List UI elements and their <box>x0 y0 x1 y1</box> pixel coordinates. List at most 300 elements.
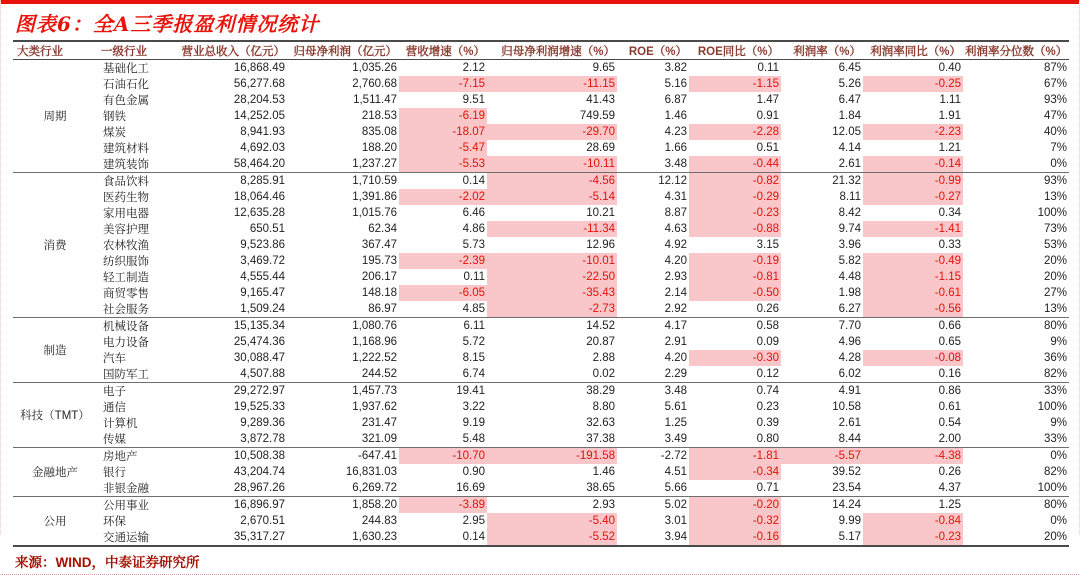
cell-margin-yoy: 1.21 <box>938 142 961 154</box>
cell-net-profit: 16,831.03 <box>345 466 397 478</box>
cell-profit-growth: 38.65 <box>586 482 615 494</box>
cell-roe-yoy: 0.74 <box>689 383 781 400</box>
cell-roe: -2.72 <box>617 448 689 465</box>
cell-revenue-growth: 5.73 <box>462 239 485 251</box>
cell-margin-yoy: -0.25 <box>863 76 963 92</box>
cell-profit-growth: -10.11 <box>487 156 617 173</box>
group-label: 消费 <box>13 173 97 318</box>
cell-margin-yoy: 0.66 <box>863 318 963 335</box>
industry-name: 房地产 <box>97 448 175 465</box>
table-row <box>13 464 1069 480</box>
cell-margin: 23.54 <box>832 482 861 494</box>
cell-profit-growth: -4.56 <box>487 173 617 190</box>
cell-revenue-growth: -6.19 <box>399 108 487 124</box>
table-row <box>13 76 1069 92</box>
cell-margin: 7.70 <box>781 318 863 335</box>
cell-revenue: 58,464.20 <box>233 158 285 170</box>
industry-name: 传媒 <box>103 434 126 446</box>
cell-net-profit: 1,630.23 <box>352 531 397 543</box>
cell-margin-yoy: 1.91 <box>938 110 961 122</box>
cell-net-profit: 1,222.52 <box>352 352 397 364</box>
cell-roe: 4.17 <box>617 318 689 335</box>
source-label: 来源：WIND，中泰证券研究所 <box>15 554 200 570</box>
cell-roe-yoy: 0.58 <box>689 318 781 335</box>
cell-margin: 4.48 <box>838 271 861 283</box>
group-label: 金融地产 <box>13 448 97 497</box>
industry-name: 电力设备 <box>103 337 149 349</box>
cell-margin-yoy: 0.86 <box>863 383 963 400</box>
cell-margin-percentile: 87% <box>1043 62 1067 74</box>
cell-roe-yoy: 0.09 <box>756 336 779 348</box>
cell-revenue: 14,252.05 <box>233 110 285 122</box>
industry-group <box>13 383 1069 448</box>
cell-net-profit: 86.97 <box>368 303 397 315</box>
table-row <box>13 92 1069 108</box>
cell-revenue: 28,204.53 <box>233 94 285 106</box>
cell-revenue-growth: 8.15 <box>462 352 485 364</box>
cell-profit-growth: 9.65 <box>592 62 615 74</box>
industry-name: 基础化工 <box>103 63 149 75</box>
cell-margin-yoy: -0.27 <box>863 189 963 205</box>
group-label: 公用 <box>13 497 97 547</box>
group-label: 制造 <box>13 318 97 383</box>
cell-roe-yoy: -2.28 <box>689 124 781 140</box>
table-row <box>13 513 1069 529</box>
cell-margin-percentile: 80% <box>963 497 1069 514</box>
cell-roe: 5.16 <box>664 78 687 90</box>
cell-net-profit: 188.20 <box>361 142 397 154</box>
table-row <box>13 156 1069 173</box>
cell-margin-yoy: 0.34 <box>938 207 961 219</box>
cell-net-profit: 1,168.96 <box>352 336 397 348</box>
industry-name: 银行 <box>103 467 126 479</box>
cell-revenue-growth: -5.53 <box>399 156 487 173</box>
cell-revenue: 29,272.97 <box>175 383 287 400</box>
cell-roe-yoy: -0.32 <box>689 513 781 529</box>
cell-margin: 39.52 <box>832 466 861 478</box>
cell-revenue: 16,896.97 <box>175 497 287 514</box>
cell-roe: 8.87 <box>664 207 687 219</box>
industry-name: 美容护理 <box>103 224 149 236</box>
cell-revenue: 12,635.28 <box>233 207 285 219</box>
cell-margin-yoy: 1.25 <box>863 497 963 514</box>
cell-margin-percentile: 73% <box>1043 223 1067 235</box>
table-row <box>13 221 1069 237</box>
cell-margin-percentile: 33% <box>963 383 1069 400</box>
cell-profit-growth: 32.63 <box>586 417 615 429</box>
cell-margin-percentile: 100% <box>1037 482 1067 494</box>
cell-net-profit: 1,237.27 <box>352 158 397 170</box>
cell-roe: 4.31 <box>664 191 687 203</box>
cell-revenue-growth: 6.46 <box>462 207 485 219</box>
cell-margin: 2.61 <box>838 158 861 170</box>
cell-revenue: 10,508.38 <box>175 448 287 465</box>
cell-net-profit: 321.09 <box>361 433 397 445</box>
cell-roe-yoy: -0.81 <box>689 269 781 285</box>
cell-net-profit: 6,269.72 <box>352 482 397 494</box>
cell-net-profit: 195.73 <box>361 255 397 267</box>
table-row <box>13 497 1069 514</box>
cell-margin-yoy: 4.37 <box>938 482 961 494</box>
industry-name: 建筑装饰 <box>103 159 149 171</box>
cell-net-profit: 1,858.20 <box>287 497 399 514</box>
cell-margin-percentile: 33% <box>1043 433 1067 445</box>
table-row <box>13 60 1069 77</box>
industry-name: 轻工制造 <box>103 272 149 284</box>
industry-name: 有色金属 <box>103 95 149 107</box>
industry-table <box>13 40 1069 547</box>
group-label: 科技（TMT） <box>13 383 97 448</box>
table-row <box>13 415 1069 431</box>
figure-title: 图表6：全A三季报盈利情况统计 <box>15 11 320 36</box>
cell-profit-growth: 12.96 <box>586 239 615 251</box>
cell-net-profit: 148.18 <box>361 287 397 299</box>
cell-revenue: 9,523.86 <box>240 239 285 251</box>
cell-margin-yoy: 0.65 <box>938 336 961 348</box>
cell-margin: 9.74 <box>838 223 861 235</box>
cell-margin-percentile: 53% <box>1043 239 1067 251</box>
cell-revenue: 30,088.47 <box>233 352 285 364</box>
cell-margin-percentile: 100% <box>1037 401 1067 413</box>
cell-revenue-growth: 3.22 <box>462 401 485 413</box>
table-row <box>13 237 1069 253</box>
cell-roe: 4.63 <box>664 223 687 235</box>
cell-net-profit: 1,391.86 <box>352 191 397 203</box>
industry-name: 环保 <box>103 516 126 528</box>
cell-margin-percentile: 7% <box>1050 142 1067 154</box>
cell-margin-percentile: 47% <box>1043 110 1067 122</box>
cell-roe-yoy: -0.30 <box>689 350 781 366</box>
cell-margin-percentile: 9% <box>1050 417 1067 429</box>
cell-profit-growth: 14.52 <box>487 318 617 335</box>
cell-revenue-growth: -3.89 <box>399 497 487 514</box>
cell-revenue: 4,692.03 <box>240 142 285 154</box>
cell-net-profit: 1,511.47 <box>353 94 397 106</box>
cell-roe: 1.66 <box>664 142 687 154</box>
cell-revenue: 3,872.78 <box>240 433 285 445</box>
cell-revenue: 8,941.93 <box>240 126 285 138</box>
cell-roe-yoy: 0.26 <box>756 303 779 315</box>
cell-margin-percentile: 80% <box>963 318 1069 335</box>
industry-name: 汽车 <box>103 353 126 365</box>
cell-roe: 4.20 <box>664 352 687 364</box>
cell-margin-yoy: -0.14 <box>863 156 963 173</box>
cell-margin-percentile: 36% <box>1043 352 1067 364</box>
cell-revenue: 56,277.68 <box>233 78 285 90</box>
cell-revenue-growth: 16.69 <box>456 482 485 494</box>
col-header-roe: ROE（%） <box>617 41 689 60</box>
cell-profit-growth: -35.43 <box>487 285 617 301</box>
cell-margin-yoy: -0.23 <box>863 529 963 546</box>
cell-net-profit: 244.83 <box>361 515 397 527</box>
cell-margin-percentile: 0% <box>1050 158 1067 170</box>
cell-roe: 2.29 <box>664 368 687 380</box>
cell-revenue: 9,165.47 <box>240 287 285 299</box>
cell-revenue-growth: 2.95 <box>462 515 485 527</box>
cell-revenue-growth: 6.74 <box>462 368 485 380</box>
industry-name: 建筑材料 <box>103 143 149 155</box>
cell-roe-yoy: -0.16 <box>689 529 781 546</box>
cell-margin: 21.32 <box>781 173 863 190</box>
cell-roe-yoy: -0.23 <box>689 205 781 221</box>
cell-margin: 4.28 <box>838 352 861 364</box>
cell-revenue-growth: 0.90 <box>462 466 485 478</box>
cell-roe: 3.48 <box>617 383 689 400</box>
cell-margin-percentile: 93% <box>963 173 1069 190</box>
cell-margin-yoy: 0.16 <box>938 368 961 380</box>
cell-margin: 3.96 <box>838 239 861 251</box>
industry-group <box>13 60 1069 173</box>
cell-margin: 4.14 <box>838 142 861 154</box>
cell-net-profit: -647.41 <box>287 448 399 465</box>
table-row <box>13 383 1069 400</box>
col-header-revenue-growth: 营收增速（%） <box>399 41 487 60</box>
cell-roe: 1.25 <box>664 417 687 429</box>
cell-margin: 5.82 <box>838 255 861 267</box>
cell-revenue-growth: -7.15 <box>399 76 487 92</box>
industry-name: 钢铁 <box>103 111 126 123</box>
cell-margin-yoy: 0.61 <box>938 401 961 413</box>
cell-roe: 4.92 <box>664 239 687 251</box>
cell-profit-growth: -10.01 <box>487 253 617 269</box>
cell-revenue: 19,525.33 <box>233 401 285 413</box>
cell-margin-yoy: 0.26 <box>938 466 961 478</box>
industry-name: 医药生物 <box>103 192 149 204</box>
cell-roe-yoy: -0.50 <box>689 285 781 301</box>
cell-roe-yoy: 0.80 <box>756 433 779 445</box>
cell-margin-yoy: -0.99 <box>863 173 963 190</box>
cell-margin-percentile: 13% <box>1043 303 1067 315</box>
col-header-category: 大类行业 <box>13 41 97 60</box>
cell-roe-yoy: 3.15 <box>756 239 779 251</box>
cell-profit-growth: -29.70 <box>487 124 617 140</box>
table-row <box>13 399 1069 415</box>
cell-revenue: 8,285.91 <box>175 173 287 190</box>
cell-revenue-growth: 4.86 <box>462 223 485 235</box>
table-row <box>13 480 1069 497</box>
cell-margin-percentile: 67% <box>1043 78 1067 90</box>
cell-revenue-growth: -5.47 <box>399 140 487 156</box>
cell-profit-growth: 38.29 <box>487 383 617 400</box>
cell-margin-percentile: 27% <box>1043 287 1067 299</box>
cell-margin-yoy: -0.84 <box>863 513 963 529</box>
cell-roe-yoy: -0.88 <box>689 221 781 237</box>
table-row <box>13 124 1069 140</box>
cell-margin: 2.61 <box>838 417 861 429</box>
cell-revenue-growth: 0.11 <box>463 271 485 283</box>
table-row <box>13 108 1069 124</box>
cell-net-profit: 231.47 <box>361 417 397 429</box>
cell-roe-yoy: 0.11 <box>757 62 779 74</box>
cell-margin: 9.99 <box>838 515 861 527</box>
cell-margin-percentile: 82% <box>1043 368 1067 380</box>
industry-name: 通信 <box>103 402 126 414</box>
cell-revenue-growth: 4.85 <box>462 303 485 315</box>
cell-roe: 5.61 <box>664 401 687 413</box>
cell-revenue: 25,474.36 <box>233 336 285 348</box>
col-header-margin-yoy: 利润率同比（%） <box>863 41 963 60</box>
cell-profit-growth: -2.73 <box>487 301 617 318</box>
cell-revenue: 35,317.27 <box>233 531 285 543</box>
cell-roe: 3.48 <box>664 158 687 170</box>
col-header-revenue: 营业总收入（亿元） <box>175 41 287 60</box>
cell-net-profit: 1,710.59 <box>287 173 399 190</box>
industry-name: 煤炭 <box>103 127 126 139</box>
cell-roe: 1.46 <box>664 110 687 122</box>
cell-revenue: 43,204.74 <box>233 466 285 478</box>
cell-roe: 2.14 <box>664 287 687 299</box>
cell-roe-yoy: -1.15 <box>689 76 781 92</box>
cell-revenue-growth: 0.14 <box>462 531 485 543</box>
cell-margin-yoy: 2.00 <box>938 433 961 445</box>
industry-name: 公用事业 <box>97 497 175 514</box>
industry-group <box>13 318 1069 383</box>
cell-profit-growth: -11.15 <box>487 76 617 92</box>
cell-margin-yoy: -4.38 <box>863 448 963 465</box>
cell-roe-yoy: 0.39 <box>756 417 779 429</box>
cell-profit-growth: 1.46 <box>592 466 615 478</box>
industry-name: 非银金融 <box>103 483 149 495</box>
industry-name: 纺织服饰 <box>103 256 149 268</box>
cell-net-profit: 62.34 <box>368 223 397 235</box>
cell-revenue: 28,967.26 <box>233 482 285 494</box>
table-row <box>13 301 1069 318</box>
cell-revenue-growth: 6.11 <box>399 318 487 335</box>
cell-margin: 8.44 <box>838 433 861 445</box>
group-label: 周期 <box>43 111 67 123</box>
cell-net-profit: 1,457.73 <box>287 383 399 400</box>
figure-header <box>1 4 1079 40</box>
cell-net-profit: 1,080.76 <box>287 318 399 335</box>
cell-roe-yoy: -1.81 <box>689 448 781 465</box>
cell-roe-yoy: -0.34 <box>689 464 781 480</box>
cell-roe-yoy: 0.23 <box>756 401 779 413</box>
table-row <box>13 173 1069 190</box>
cell-revenue: 2,670.51 <box>240 515 285 527</box>
cell-profit-growth: 2.93 <box>487 497 617 514</box>
cell-margin-percentile: 20% <box>1043 531 1067 543</box>
cell-margin-yoy: -0.49 <box>863 253 963 269</box>
cell-roe: 2.93 <box>664 271 687 283</box>
figure-footer <box>1 547 1079 575</box>
industry-name: 交通运输 <box>103 532 149 544</box>
col-header-industry: 一级行业 <box>97 41 175 60</box>
cell-revenue: 650.51 <box>249 223 285 235</box>
cell-margin: 1.98 <box>838 287 861 299</box>
industry-name: 石油石化 <box>103 79 149 91</box>
cell-roe: 3.94 <box>664 531 687 543</box>
industry-name: 电子 <box>97 383 175 400</box>
cell-roe-yoy: -0.44 <box>689 156 781 173</box>
industry-name: 国防军工 <box>103 369 149 381</box>
cell-revenue: 3,469.72 <box>240 255 285 267</box>
cell-margin-yoy: 0.33 <box>938 239 961 251</box>
industry-name: 社会服务 <box>103 304 149 316</box>
cell-margin: 6.02 <box>838 368 861 380</box>
cell-revenue: 4,507.88 <box>240 368 285 380</box>
cell-profit-growth: -5.14 <box>487 189 617 205</box>
cell-margin-percentile: 20% <box>1043 255 1067 267</box>
cell-roe-yoy: 1.47 <box>756 94 779 106</box>
cell-margin: 1.84 <box>838 110 861 122</box>
cell-revenue: 4,555.44 <box>240 271 285 283</box>
cell-margin-percentile: 82% <box>1043 466 1067 478</box>
cell-margin: -5.57 <box>781 448 863 465</box>
cell-revenue: 18,064.46 <box>233 191 285 203</box>
cell-revenue-growth: 2.12 <box>462 62 485 74</box>
table-row <box>13 448 1069 465</box>
cell-net-profit: 244.52 <box>361 368 397 380</box>
cell-margin: 10.58 <box>832 401 861 413</box>
cell-roe-yoy: -0.20 <box>689 497 781 514</box>
table-row <box>13 334 1069 350</box>
cell-roe: 2.92 <box>664 303 687 315</box>
cell-roe-yoy: -0.29 <box>689 189 781 205</box>
cell-roe: 12.12 <box>617 173 689 190</box>
cell-revenue-growth: -2.39 <box>399 253 487 269</box>
industry-group <box>13 448 1069 497</box>
cell-revenue-growth: 5.48 <box>462 433 485 445</box>
cell-profit-growth: -5.52 <box>487 529 617 546</box>
cell-net-profit: 835.08 <box>361 126 397 138</box>
col-header-profit-growth: 归母净利润增速（%） <box>487 41 617 60</box>
cell-roe-yoy: 0.91 <box>756 110 779 122</box>
col-header-margin-percentile: 利润率分位数（%） <box>963 41 1069 60</box>
cell-margin-percentile: 9% <box>1050 336 1067 348</box>
cell-margin: 8.42 <box>838 207 861 219</box>
cell-margin-percentile: 0% <box>963 448 1069 465</box>
cell-roe: 3.82 <box>664 62 687 74</box>
cell-net-profit: 1,937.62 <box>352 401 397 413</box>
cell-margin-percentile: 40% <box>1043 126 1067 138</box>
industry-name: 计算机 <box>103 418 138 430</box>
cell-roe: 3.49 <box>664 433 687 445</box>
table-row <box>13 350 1069 366</box>
cell-profit-growth: -5.40 <box>487 513 617 529</box>
cell-margin-percentile: 20% <box>1043 271 1067 283</box>
cell-net-profit: 1,035.26 <box>352 62 397 74</box>
cell-revenue: 9,289.36 <box>240 417 285 429</box>
cell-margin-yoy: 0.54 <box>938 417 961 429</box>
cell-net-profit: 218.53 <box>361 110 397 122</box>
cell-roe-yoy: -0.82 <box>689 173 781 190</box>
cell-margin-percentile: 100% <box>1037 207 1067 219</box>
col-header-net-profit: 归母净利润（亿元） <box>287 41 399 60</box>
cell-roe: 5.02 <box>617 497 689 514</box>
industry-name: 食品饮料 <box>97 173 175 190</box>
cell-roe: 2.91 <box>664 336 687 348</box>
cell-margin: 8.11 <box>839 191 861 203</box>
industry-name: 商贸零售 <box>103 288 149 300</box>
cell-roe: 3.01 <box>664 515 687 527</box>
cell-margin: 4.91 <box>781 383 863 400</box>
table-row <box>13 189 1069 205</box>
industry-name: 家用电器 <box>103 208 149 220</box>
cell-margin-yoy: 1.11 <box>939 94 961 106</box>
cell-profit-growth: 41.43 <box>586 94 615 106</box>
cell-revenue: 15,135.34 <box>175 318 287 335</box>
industry-name: 农林牧渔 <box>103 240 149 252</box>
cell-revenue-growth: 9.19 <box>462 417 485 429</box>
cell-profit-growth: 10.21 <box>586 207 615 219</box>
cell-margin: 4.96 <box>838 336 861 348</box>
table-row <box>13 269 1069 285</box>
table-row <box>13 366 1069 383</box>
cell-margin: 14.24 <box>781 497 863 514</box>
cell-profit-growth: 8.80 <box>592 401 615 413</box>
cell-net-profit: 206.17 <box>361 271 397 283</box>
cell-margin-percentile: 93% <box>1043 94 1067 106</box>
